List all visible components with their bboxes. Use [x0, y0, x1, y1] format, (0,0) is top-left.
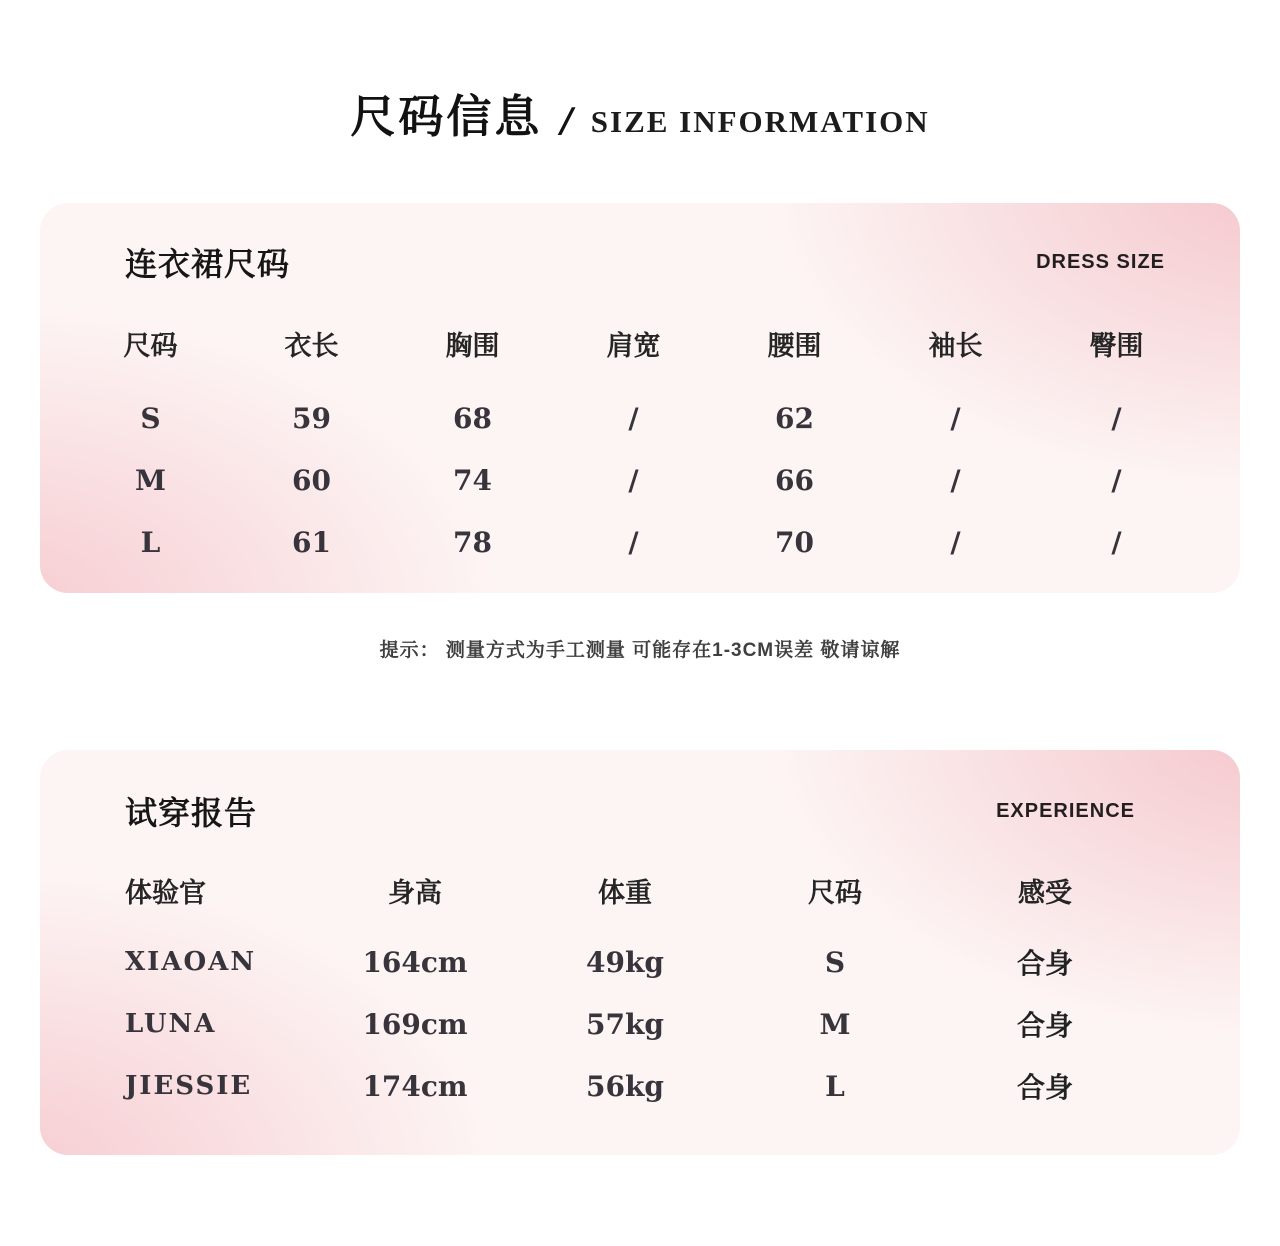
fit-cell-size: L [825, 1069, 845, 1103]
column-header-height: 身高 [388, 877, 442, 908]
fit-table-row-luna [125, 993, 1240, 1055]
fit-cell-tester: XIAOAN [125, 947, 257, 977]
column-header-size: 尺码 [808, 877, 862, 908]
fit-table-row-xiaoan [125, 931, 1240, 993]
size-cell: L [140, 525, 161, 559]
column-header-weight: 体重 [598, 877, 652, 908]
page-title [0, 0, 1280, 145]
measurement-note: 提示： 测量方式为手工测量 可能存在1-3CM误差 敬请谅解 [379, 640, 901, 661]
size-cell: / [628, 401, 639, 435]
fit-cell-height: 169cm [362, 1007, 468, 1041]
try-on-card-header [40, 750, 1240, 834]
fit-table-row-jiessie [125, 1055, 1240, 1117]
fit-cell-feeling: 合身 [1016, 1010, 1073, 1041]
fit-cell-weight: 49kg [586, 945, 664, 979]
size-cell: / [628, 525, 639, 559]
column-header-sleeve: 袖长 [928, 330, 983, 361]
size-cell: / [628, 463, 639, 497]
column-header-tester: 体验官 [125, 877, 206, 908]
column-header-length: 衣长 [284, 330, 339, 361]
size-cell: 78 [453, 525, 492, 559]
size-cell: / [1111, 401, 1122, 435]
column-header-size: 尺码 [123, 330, 178, 361]
column-header-hip: 臀围 [1089, 330, 1144, 361]
size-cell: 59 [292, 401, 331, 435]
try-on-heading-en: EXPERIENCE [996, 799, 1135, 822]
try-on-report-card [40, 750, 1240, 1155]
title-slash-divider: / [560, 101, 573, 141]
size-cell: / [1111, 525, 1122, 559]
fit-cell-feeling: 合身 [1016, 948, 1073, 979]
fit-cell-size: M [819, 1007, 851, 1041]
size-table-row-l [70, 511, 1197, 573]
size-cell: / [950, 463, 961, 497]
size-cell: 61 [292, 525, 331, 559]
dress-size-card-header [40, 203, 1240, 285]
size-cell: 70 [775, 525, 814, 559]
fit-cell-weight: 56kg [586, 1069, 664, 1103]
size-cell: 66 [775, 463, 814, 497]
size-cell: S [140, 401, 161, 435]
column-header-bust: 胸围 [445, 330, 500, 361]
size-table-row-m [70, 449, 1197, 511]
column-header-feeling: 感受 [1018, 877, 1072, 908]
size-cell: 60 [292, 463, 331, 497]
fit-cell-height: 164cm [362, 945, 468, 979]
fit-table-header-row [125, 866, 1240, 914]
size-cell: M [135, 463, 166, 497]
size-cell: 74 [453, 463, 492, 497]
column-header-shoulder: 肩宽 [606, 330, 661, 361]
dress-size-heading-en: DRESS SIZE [1036, 250, 1165, 273]
dress-size-heading-zh: 连衣裙尺码 [125, 246, 291, 282]
dress-size-card [40, 203, 1240, 593]
size-cell: / [950, 525, 961, 559]
size-cell: / [1111, 463, 1122, 497]
fit-cell-feeling: 合身 [1016, 1072, 1073, 1103]
try-on-heading-zh: 试穿报告 [125, 795, 258, 831]
fit-cell-weight: 57kg [586, 1007, 664, 1041]
size-cell: 68 [453, 401, 492, 435]
page-title-en: SIZE INFORMATION [590, 104, 930, 139]
size-cell: 62 [775, 401, 814, 435]
size-table-header-row [70, 319, 1197, 367]
column-header-waist: 腰围 [767, 330, 822, 361]
size-table-row-s [70, 387, 1197, 449]
fit-cell-size: S [824, 945, 846, 979]
page-title-zh: 尺码信息 [350, 91, 543, 142]
fit-cell-tester: JIESSIE [125, 1071, 253, 1101]
fit-cell-tester: LUNA [125, 1009, 217, 1039]
fit-cell-height: 174cm [362, 1069, 468, 1103]
size-cell: / [950, 401, 961, 435]
